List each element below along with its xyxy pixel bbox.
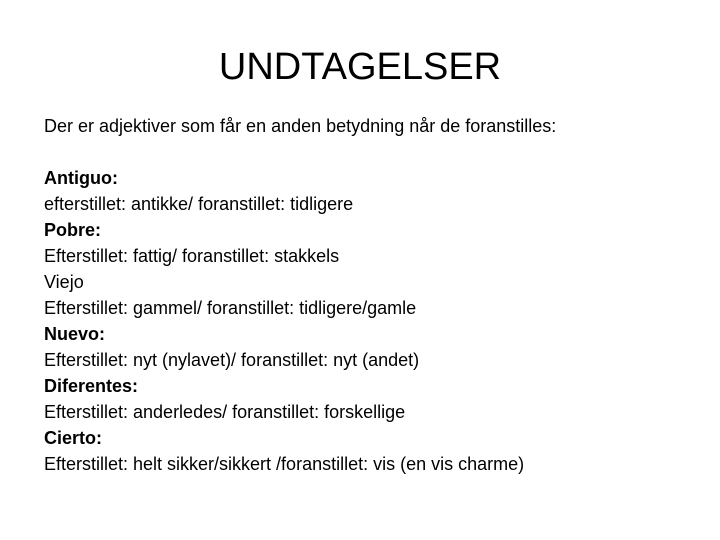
adjective-meaning: Efterstillet: anderledes/ foranstillet: forskellige xyxy=(44,402,406,422)
adjective-meaning: Efterstillet: nyt (nylavet)/ foranstillet: nyt (andet) xyxy=(44,350,420,370)
adjective-entry xyxy=(44,321,524,373)
adjective-term: Pobre: xyxy=(44,220,102,240)
adjective-meaning: Efterstillet: helt sikker/sikkert /foranstillet: vis (en vis charme) xyxy=(44,454,525,474)
adjective-entry xyxy=(44,373,524,425)
adjective-term: Nuevo: xyxy=(44,324,106,344)
adjective-entry xyxy=(44,217,524,269)
intro-text: Der er adjektiver som får en anden betydning når de foranstilles: xyxy=(44,116,557,136)
adjective-meaning: Efterstillet: fattig/ foranstillet: stakkels xyxy=(44,246,340,266)
adjective-meaning: efterstillet: antikke/ foranstillet: tidligere xyxy=(44,194,354,214)
adjective-meaning: Efterstillet: gammel/ foranstillet: tidligere/gamle xyxy=(44,298,417,318)
adjective-term: Diferentes: xyxy=(44,376,139,396)
adjective-entry xyxy=(44,165,524,217)
adjective-term: Viejo xyxy=(44,272,84,292)
adjective-entry xyxy=(44,269,524,321)
adjective-entry xyxy=(44,425,524,477)
adjective-term: Antiguo: xyxy=(44,168,118,188)
adjective-term: Cierto: xyxy=(44,428,102,448)
slide-title: UNDTAGELSER xyxy=(218,46,502,88)
adjective-list xyxy=(44,165,524,477)
